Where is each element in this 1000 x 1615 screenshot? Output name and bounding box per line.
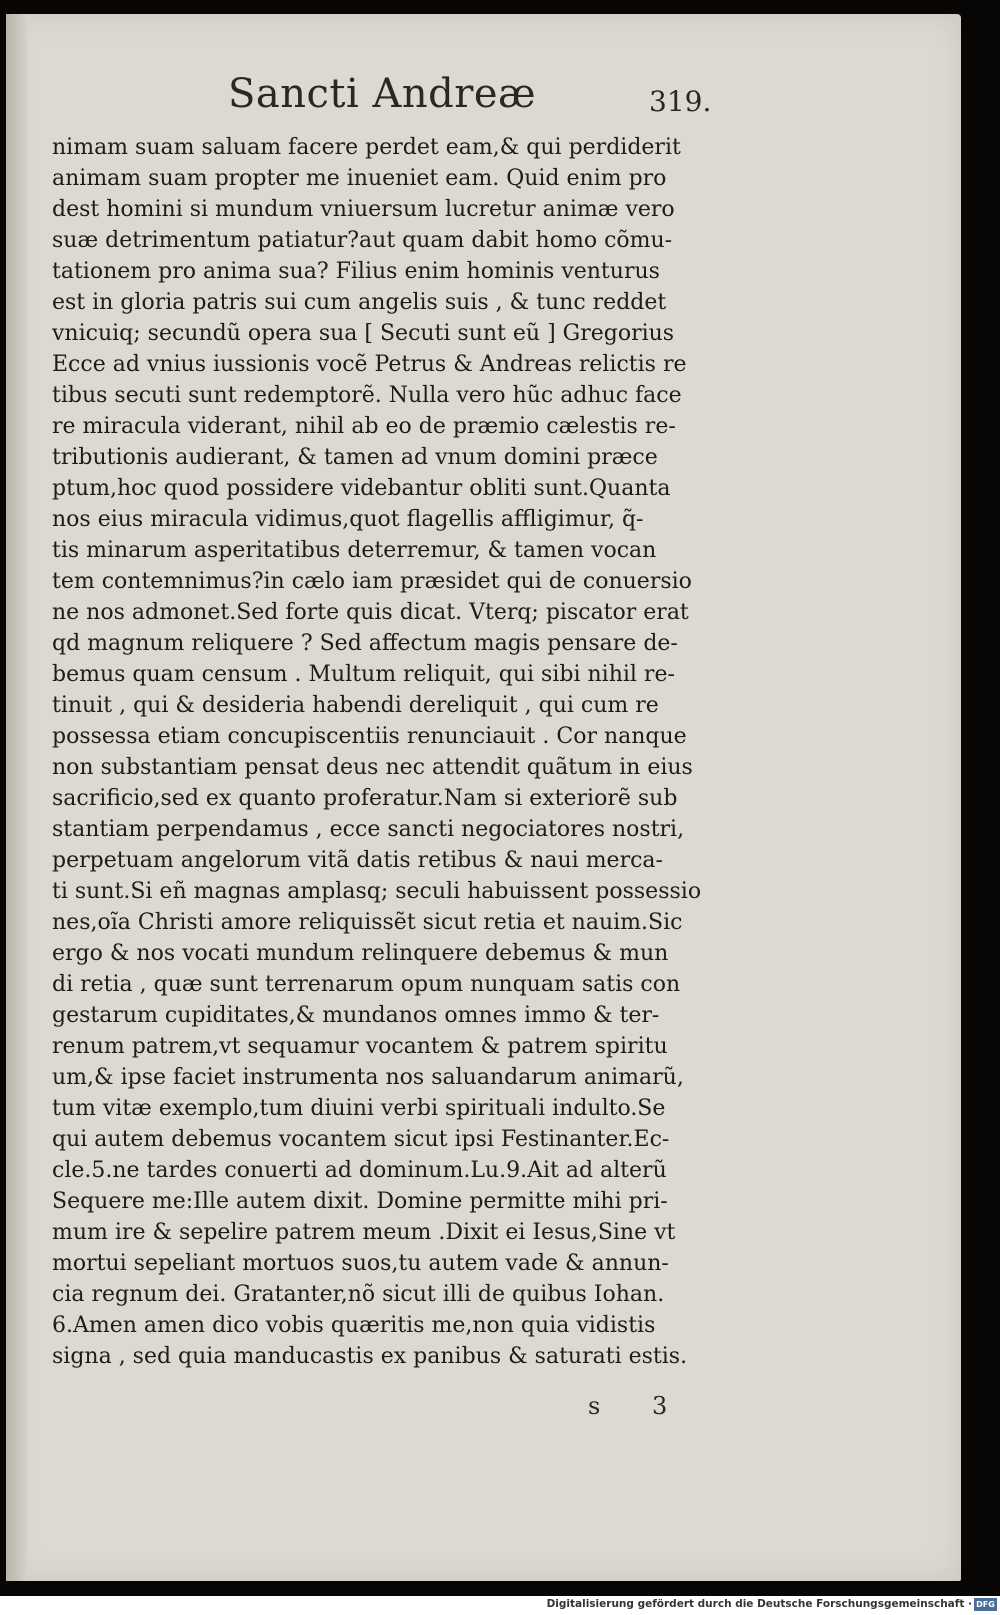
text-line: 6.Amen amen dico vobis quæritis me,non quia vidistis — [52, 1313, 656, 1338]
text-line: um,& ipse faciet instrumenta nos saluandarum animarũ, — [52, 1065, 684, 1090]
dfg-logo: DFG — [974, 1598, 997, 1611]
text-line: sacrificio,sed ex quanto proferatur.Nam si exteriorẽ sub — [52, 786, 678, 811]
page-header — [6, 71, 961, 121]
text-line: tem contemnimus?in cælo iam præsidet qui de conuersio — [52, 569, 692, 594]
signature-mark: s 3 — [588, 1392, 690, 1420]
page-number: 319. — [649, 85, 712, 118]
book-page — [6, 14, 961, 1581]
text-line: bemus quam censum . Multum reliquit, qui sibi nihil re- — [52, 662, 675, 687]
text-line: tributionis audierant, & tamen ad vnum domini præce — [52, 445, 658, 470]
body-text — [52, 132, 762, 1372]
text-line: ergo & nos vocati mundum relinquere debemus & mun — [52, 941, 669, 966]
running-title: Sancti Andreæ — [228, 71, 537, 117]
text-line: qui autem debemus vocantem sicut ipsi Festinanter.Ec- — [52, 1127, 670, 1152]
text-line: nimam suam saluam facere perdet eam,& qui perdiderit — [52, 135, 681, 160]
text-line: di retia , quæ sunt terrenarum opum nunquam satis con — [52, 972, 681, 997]
text-line: tibus secuti sunt redemptorẽ. Nulla vero hũc adhuc face — [52, 383, 682, 408]
page-gutter-edge — [6, 14, 28, 1581]
text-line: gestarum cupiditates,& mundanos omnes immo & ter- — [52, 1003, 660, 1028]
text-line: Ecce ad vnius iussionis vocẽ Petrus & Andreas relictis re — [52, 352, 687, 377]
text-line: tis minarum asperitatibus deterremur, & tamen vocan — [52, 538, 657, 563]
text-line: tinuit , qui & desideria habendi dereliquit , qui cum re — [52, 693, 659, 718]
text-line: ne nos admonet.Sed forte quis dicat. Vterq; piscator erat — [52, 600, 689, 625]
footer-bar — [0, 1596, 1000, 1615]
text-line: stantiam perpendamus , ecce sancti negociatores nostri, — [52, 817, 685, 842]
text-line: mortui sepeliant mortuos suos,tu autem vade & annun- — [52, 1251, 669, 1276]
text-line: mum ire & sepelire patrem meum .Dixit ei Iesus,Sine vt — [52, 1220, 676, 1245]
text-line: signa , sed quia manducastis ex panibus & saturati estis. — [52, 1344, 688, 1369]
text-line: qd magnum reliquere ? Sed affectum magis pensare de- — [52, 631, 678, 656]
text-line: tum vitæ exemplo,tum diuini verbi spirituali indulto.Se — [52, 1096, 666, 1121]
funding-credit: Digitalisierung gefördert durch die Deutsche Forschungsgemeinschaft · — [546, 1598, 972, 1610]
text-line: renum patrem,vt sequamur vocantem & patrem spiritu — [52, 1034, 668, 1059]
text-line: est in gloria patris sui cum angelis suis , & tunc reddet — [52, 290, 667, 315]
text-line: non substantiam pensat deus nec attendit quãtum in eius — [52, 755, 693, 780]
text-line: possessa etiam concupiscentiis renunciauit . Cor nanque — [52, 724, 687, 749]
text-line: cia regnum dei. Gratanter,nõ sicut illi de quibus Iohan. — [52, 1282, 665, 1307]
text-line: Sequere me:Ille autem dixit. Domine permitte mihi pri- — [52, 1189, 668, 1214]
text-line: tationem pro anima sua? Filius enim hominis venturus — [52, 259, 660, 284]
text-line: re miracula viderant, nihil ab eo de præmio cælestis re- — [52, 414, 676, 439]
text-line: ti sunt.Si eñ magnas amplasq; seculi habuissent possessio — [52, 879, 702, 904]
text-line: perpetuam angelorum vitã datis retibus & naui merca- — [52, 848, 663, 873]
text-line: animam suam propter me inueniet eam. Quid enim pro — [52, 166, 667, 191]
text-line: nos eius miracula vidimus,quot flagellis affligimur, q̃- — [52, 507, 644, 532]
text-line: cle.5.ne tardes conuerti ad dominum.Lu.9.Ait ad alterũ — [52, 1158, 667, 1183]
text-line: suæ detrimentum patiatur?aut quam dabit homo cõmu- — [52, 228, 673, 253]
text-line: dest homini si mundum vniuersum lucretur animæ vero — [52, 197, 675, 222]
text-line: vnicuiq; secundũ opera sua [ Secuti sunt eũ ] Gregorius — [52, 321, 675, 346]
text-line: ptum,hoc quod possidere videbantur obliti sunt.Quanta — [52, 476, 671, 501]
text-line: nes,oĩa Christi amore reliquissẽt sicut retia et nauim.Sic — [52, 910, 683, 935]
